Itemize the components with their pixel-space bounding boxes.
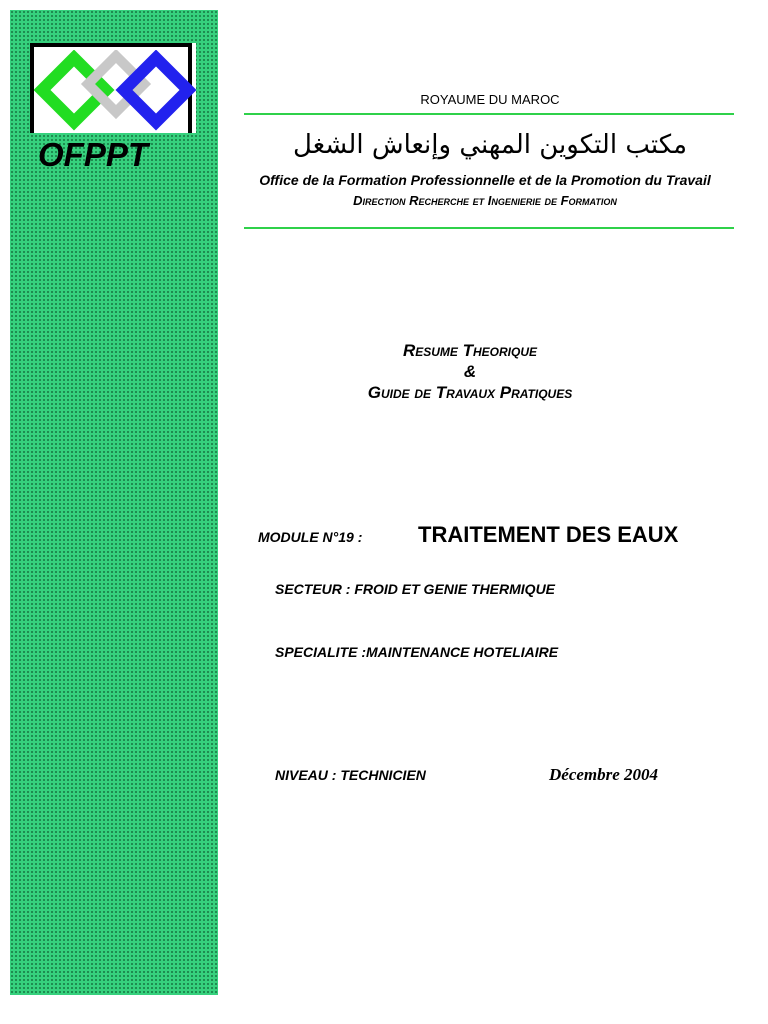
document-title [230, 340, 710, 403]
document-date: Décembre 2004 [549, 765, 659, 784]
title-line-3: Guide de Travaux Pratiques [367, 383, 573, 402]
module-label: MODULE N°19 : [258, 529, 363, 545]
title-line-2: & [463, 362, 477, 381]
top-divider [244, 113, 734, 115]
module-title: TRAITEMENT DES EAUX [418, 522, 679, 547]
brand-name: OFPPT [38, 136, 149, 173]
bottom-divider [244, 227, 734, 229]
specialite-line: SPECIALITE :MAINTENANCE HOTELIAIRE [275, 644, 559, 660]
office-name: Office de la Formation Professionnelle et de la Promotion du Travail [259, 172, 711, 188]
secteur-line: SECTEUR : FROID ET GENIE THERMIQUE [275, 581, 556, 597]
ofppt-logo-icon [34, 50, 196, 132]
niveau-line: NIVEAU : TECHNICIEN [275, 767, 426, 783]
title-line-1: Resume Theorique [402, 341, 538, 360]
direction-name: Direction Recherche et Ingenierie de Formation [353, 193, 617, 208]
arabic-title: مكتب التكوين المهني وإنعاش الشغل [293, 130, 687, 160]
kingdom-label: ROYAUME DU MAROC [420, 92, 560, 107]
